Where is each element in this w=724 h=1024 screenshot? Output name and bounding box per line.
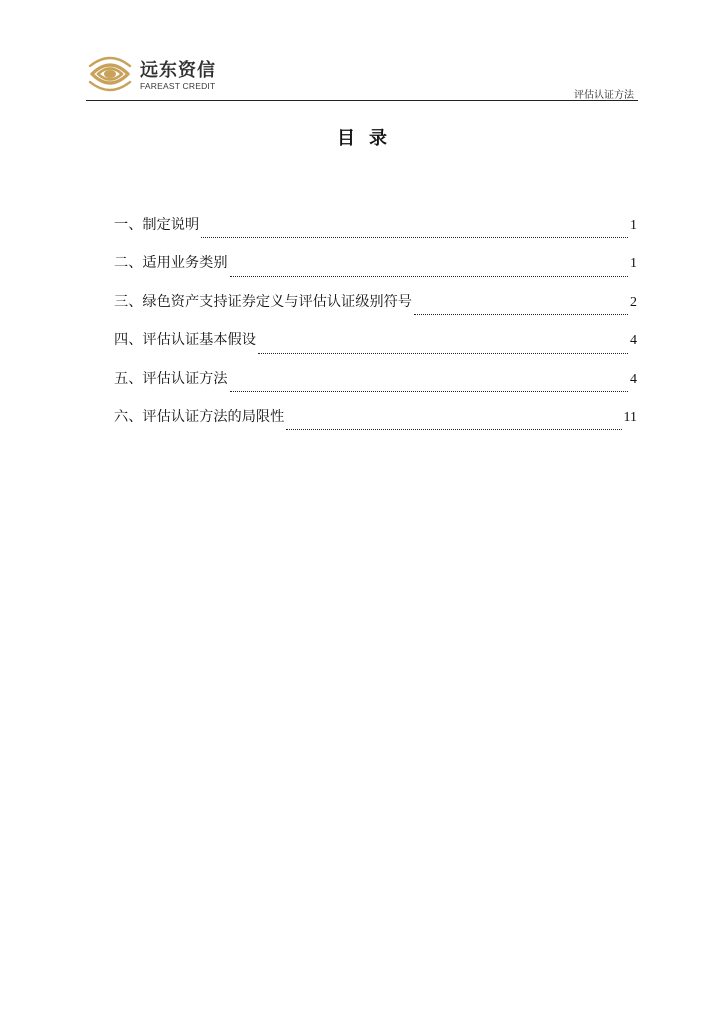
toc-entry-label: 五、评估认证方法: [114, 370, 228, 387]
toc-entry-page: 4: [630, 333, 637, 349]
toc-dot-leader: [230, 276, 628, 277]
header-divider: [86, 100, 638, 101]
toc-entry[interactable]: [114, 291, 637, 329]
toc-dot-leader: [258, 353, 628, 354]
toc-entry-page: 4: [630, 371, 637, 387]
toc-entry-page: 1: [630, 218, 637, 233]
toc-entry-label: 四、评估认证基本假设: [114, 332, 256, 349]
toc-entry-page: 2: [630, 294, 637, 310]
toc-entry-label: 三、绿色资产支持证券定义与评估认证级别符号: [114, 293, 412, 310]
toc-entry[interactable]: [114, 368, 637, 406]
toc-entry-label: 二、适用业务类别: [114, 255, 228, 272]
toc-dot-leader: [414, 314, 628, 315]
table-of-contents: [114, 214, 637, 444]
fareast-credit-logo-icon: [88, 54, 132, 94]
page-header: [86, 52, 638, 104]
company-logo: [86, 52, 246, 96]
toc-dot-leader: [230, 391, 628, 392]
toc-entry[interactable]: [114, 252, 637, 290]
toc-entry-page: 11: [623, 409, 637, 425]
logo-english-name: FAREAST CREDIT: [140, 81, 216, 91]
toc-dot-leader: [201, 237, 628, 238]
toc-entry[interactable]: [114, 329, 637, 367]
toc-entry[interactable]: [114, 214, 637, 252]
toc-dot-leader: [286, 429, 621, 430]
logo-chinese-name: 远东资信: [140, 60, 216, 81]
toc-entry[interactable]: [114, 406, 637, 444]
toc-entry-label: 六、评估认证方法的局限性: [114, 408, 285, 425]
toc-entry-page: 1: [630, 256, 637, 272]
toc-entry-label: 一、制定说明: [114, 217, 200, 233]
header-section-title: 评估认证方法: [574, 90, 634, 101]
toc-title: 目录: [337, 128, 401, 149]
